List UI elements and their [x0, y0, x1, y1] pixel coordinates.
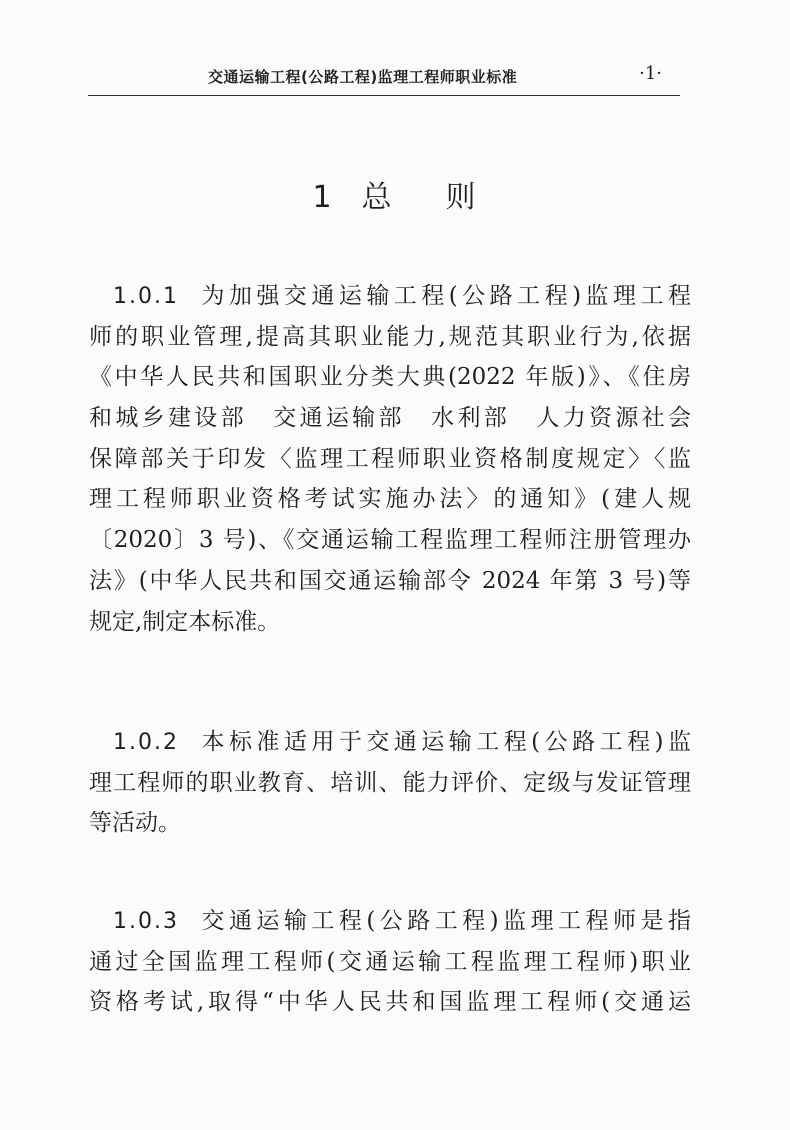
clause-line: 规定,制定本标准。	[89, 608, 281, 635]
clause-line: 理工程师职业资格考试实施办法〉的通知》(建人规	[89, 486, 691, 513]
chapter-number: 1	[312, 180, 334, 215]
clause-number: 1.0.3	[113, 909, 179, 934]
clause-1-0-3	[89, 901, 691, 1023]
clause-line: 1.0.1 为加强交通运输工程(公路工程)监理工程	[113, 283, 691, 309]
clause-line: 等活动。	[89, 810, 181, 837]
page-header	[88, 60, 680, 96]
clause-line: 资格考试,取得“中华人民共和国监理工程师(交通运	[89, 989, 691, 1016]
clause-1-0-2	[89, 722, 691, 844]
chapter-title	[0, 172, 790, 216]
clause-number: 1.0.2	[113, 730, 179, 755]
clause-line: 通过全国监理工程师(交通运输工程监理工程师)职业	[89, 948, 691, 975]
clause-1-0-1	[89, 276, 691, 642]
clause-line: 和城乡建设部 交通运输部 水利部 人力资源社会	[89, 405, 691, 432]
clause-line: 1.0.2 本标准适用于交通运输工程(公路工程)监	[113, 729, 691, 755]
chapter-title-part2: 则	[445, 180, 478, 215]
clause-line: 法》(中华人民共和国交通运输部令 2024 年第 3 号)等	[89, 567, 691, 594]
running-title: 交通运输工程(公路工程)监理工程师职业标准	[208, 68, 518, 86]
clause-line: 《中华人民共和国职业分类大典(2022 年版)》、《住房	[89, 364, 691, 391]
clause-line: 〔2020〕3 号)、《交通运输工程监理工程师注册管理办	[89, 527, 691, 554]
chapter-title-part1: 总	[361, 180, 394, 215]
clause-line: 理工程师的职业教育、培训、能力评价、定级与发证管理	[89, 769, 691, 796]
clause-line: 师的职业管理,提高其职业能力,规范其职业行为,依据	[89, 323, 691, 350]
clause-line: 1.0.3 交通运输工程(公路工程)监理工程师是指	[113, 908, 691, 934]
clause-line: 保障部关于印发〈监理工程师职业资格制度规定〉〈监	[89, 445, 691, 472]
page-number: ·1·	[639, 63, 662, 84]
clause-number: 1.0.1	[113, 284, 179, 309]
